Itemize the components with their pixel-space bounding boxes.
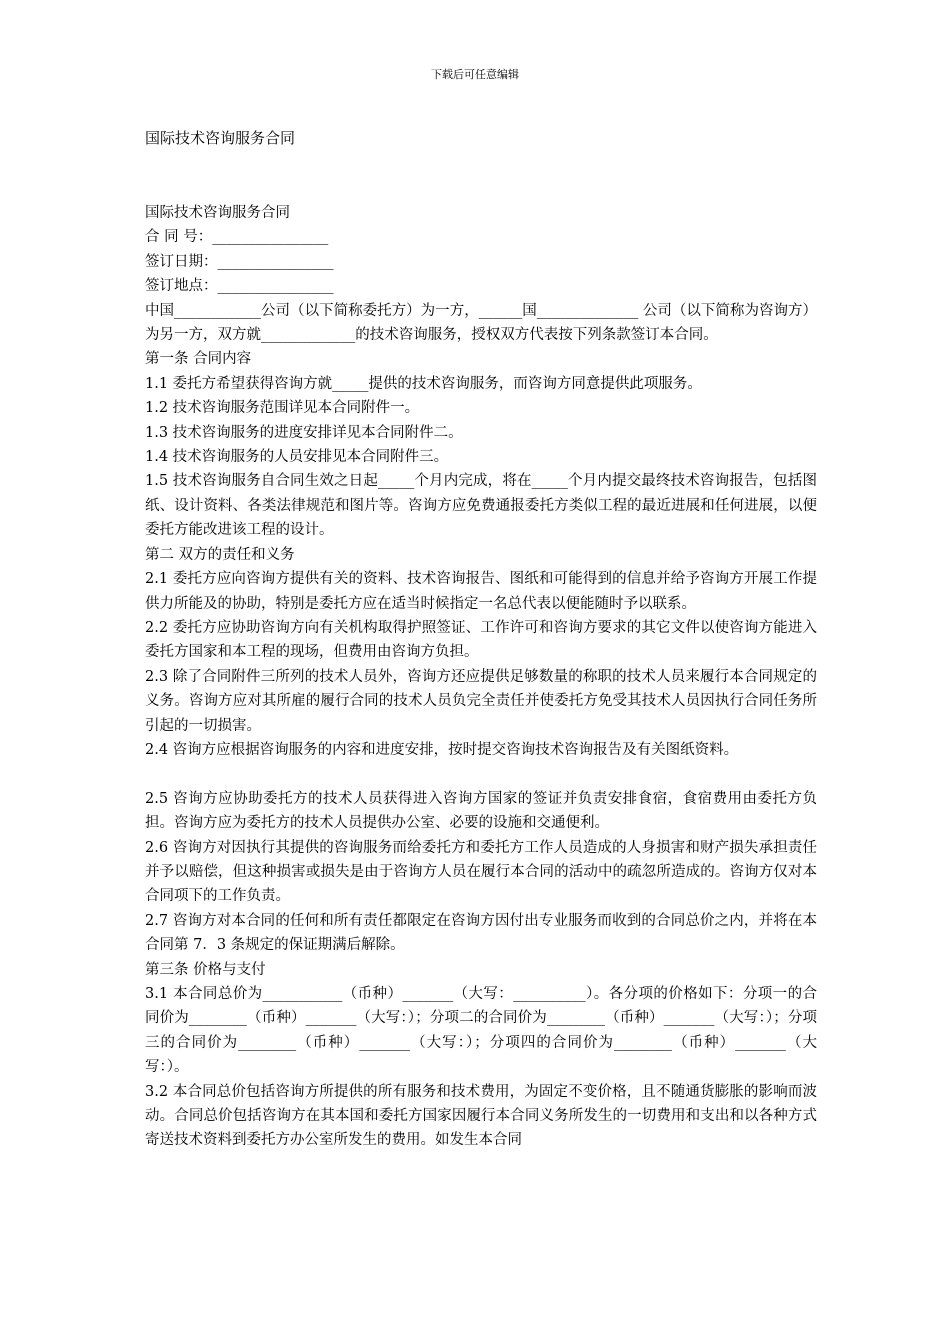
clause-2-2: 2.2 委托方应协助咨询方向有关机构取得护照签证、工作许可和咨询方要求的其它文件以使咨询方能进入委托方国家和本工程的现场，但费用由咨询方负担。 (145, 619, 817, 661)
clause-3-1: 3.1 本合同总价为___________（币种）_______（大写：__________）。各分项的价格如下：分项一的合同价为________（币种）_______（大写：）；分项二的合同价为________（币种）_______（大写：）；分项三的合同价为________（币种）_______（大写：）；分项四的合同价为________（币种）_______（大写：）。 (145, 985, 817, 1076)
clause-2-5: 2.5 咨询方应协助委托方的技术人员获得进入咨询方国家的签证并负责安排食宿，食宿费用由委托方负担。咨询方应为委托方的技术人员提供办公室、必要的设施和交通便利。 (145, 790, 817, 832)
article-1-heading: 第一条 合同内容 (145, 351, 252, 368)
clause-2-4: 2.4 咨询方应根据咨询服务的内容和进度安排，按时提交咨询技术咨询报告及有关图纸资料。 (145, 741, 739, 758)
clause-3-2: 3.2 本合同总价包括咨询方所提供的所有服务和技术费用，为固定不变价格，且不随通货膨胀的影响而波动。合同总价包括咨询方在其本国和委托方国家因履行本合同义务所发生的一切费用和支出和以各种方式寄送技术资料到委托方办公室所发生的费用。如发生本合同 (145, 1083, 817, 1149)
clause-1-2: 1.2 技术咨询服务范围详见本合同附件一。 (145, 400, 420, 417)
clause-2-3: 2.3 除了合同附件三所列的技术人员外，咨询方还应提供足够数量的称职的技术人员来履行本合同规定的义务。咨询方应对其所雇的履行合同的技术人员负完全责任并使委托方免受其技术人员因执行合同任务所引起的一切损害。 (145, 668, 817, 734)
document-title: 国际技术咨询服务合同 (145, 129, 296, 147)
signing-date-line: 签订日期：________________ (145, 253, 334, 270)
article-3-heading: 第三条 价格与支付 (145, 961, 266, 978)
clause-1-3: 1.3 技术咨询服务的进度安排详见本合同附件二。 (145, 424, 463, 441)
contract-number-line: 合 同 号：________________ (145, 229, 329, 246)
clause-1-1: 1.1 委托方希望获得咨询方就_____提供的技术咨询服务，而咨询方同意提供此项服务。 (145, 375, 702, 392)
article-2-heading: 第二 双方的责任和义务 (145, 546, 295, 563)
clause-2-1: 2.1 委托方应向咨询方提供有关的资料、技术咨询报告、图纸和可能得到的信息并给予咨询方开展工作提供力所能及的协助，特别是委托方应在适当时候指定一名总代表以便能随时予以联系。 (145, 571, 817, 612)
clause-2-6: 2.6 咨询方对因执行其提供的咨询服务而给委托方和委托方工作人员造成的人身损害和财产损失承担责任并予以赔偿，但这种损害或损失是由于咨询方人员在履行本合同的活动中的疏忽所造成的。咨询方仅对本合同项下的工作负责。 (145, 839, 817, 905)
clause-2-7: 2.7 咨询方对本合同的任何和所有责任都限定在咨询方因付出专业服务而收到的合同总价之内，并将在本合同第 7．3 条规定的保证期满后解除。 (145, 912, 817, 954)
header-note: 下载后可任意编辑 (431, 68, 519, 81)
clause-1-4: 1.4 技术咨询服务的人员安排见本合同附件三。 (145, 449, 449, 466)
signing-place-line: 签订地点：________________ (145, 278, 334, 295)
intro-paragraph: 中国____________公司（以下简称委托方）为一方，______国______________ 公司（以下简称为咨询方）为另一方，双方就_____________的技术咨询服务，授权双方代表按下列条款签订本合同。 (145, 302, 817, 344)
clause-1-5: 1.5 技术咨询服务自合同生效之日起_____个月内完成，将在_____个月内提交最终技术咨询报告，包括图纸、设计资料、各类法律规范和图片等。咨询方应免费通报委托方类似工程的最近进展和任何进展，以便委托方能改进该工程的设计。 (145, 473, 817, 539)
contract-body (145, 201, 817, 1153)
paragraph-gap (145, 762, 817, 786)
contract-title: 国际技术咨询服务合同 (145, 205, 290, 221)
